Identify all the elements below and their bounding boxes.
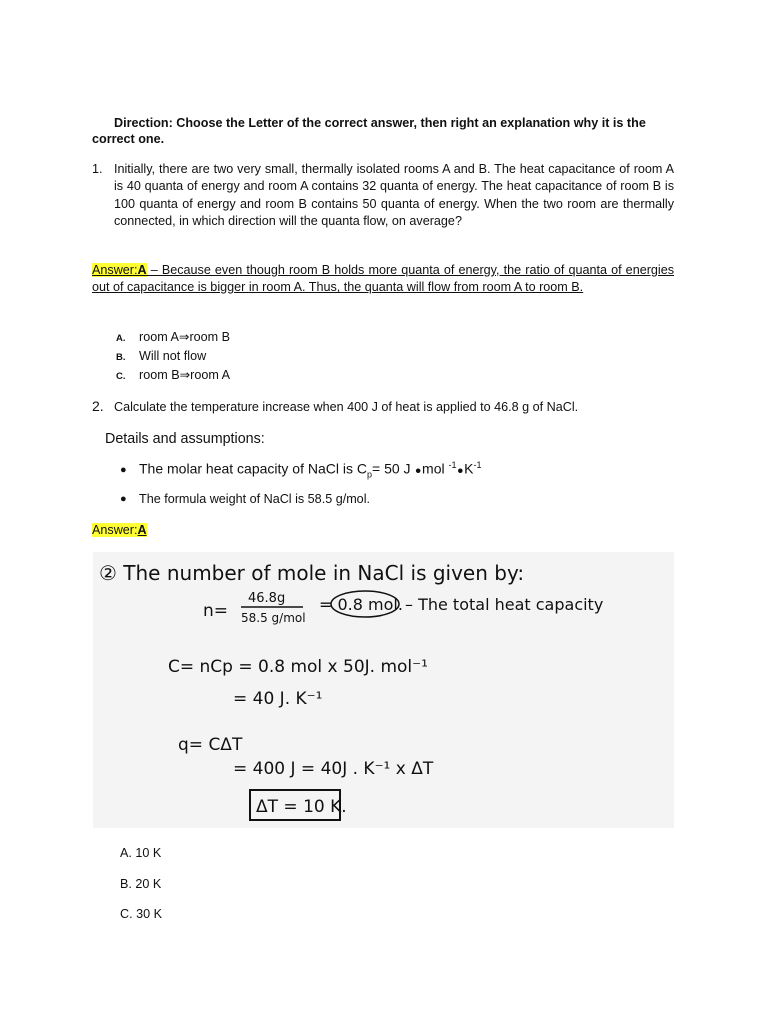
- handwritten-line: ΔT = 10 K.: [256, 797, 347, 817]
- handwritten-line: 46.8g: [248, 591, 286, 606]
- choice-b: B. 20 K: [120, 877, 162, 891]
- answer-label: Answer:: [92, 523, 138, 537]
- option-b: B. Will not flow: [116, 349, 207, 363]
- answer-label: Answer:: [92, 263, 138, 277]
- direction-text: Direction: Choose the Letter of the correct answer, then right an explanation why it is the correct one.: [92, 116, 646, 146]
- question-2: [92, 398, 578, 416]
- handwritten-line: q= CΔT: [178, 735, 243, 755]
- handwritten-solution: [93, 552, 674, 828]
- handwritten-line: ② The number of mole in NaCl is given by:: [99, 561, 525, 585]
- question-text: Initially, there are two very small, thermally isolated rooms A and B. The heat capacitance of room A is 40 quanta of energy and room A contains 32 quanta of energy. The heat capacitance of room B is 100 quanta of energy and room B contains 50 quanta of energy. When the two room are thermally connected, in which direction will the quanta flow, on average?: [114, 162, 674, 228]
- handwritten-line: = 40 J. K⁻¹: [233, 689, 323, 709]
- answer-1: [92, 262, 674, 297]
- handwritten-solution-drawing: [93, 552, 674, 828]
- question-1-options: [116, 328, 230, 385]
- details-heading: Details and assumptions:: [105, 431, 265, 447]
- handwritten-line: = 400 J = 40J . K⁻¹ x ΔT: [233, 759, 434, 779]
- handwritten-line: = 0.8 mol.: [319, 595, 403, 614]
- bullet-item: ● The formula weight of NaCl is 58.5 g/mol.: [120, 492, 370, 506]
- answer-letter: A: [137, 523, 147, 537]
- question-number: 1.: [92, 162, 103, 176]
- handwritten-line: n=: [203, 601, 229, 621]
- choice-c: C. 30 K: [120, 907, 162, 921]
- question-number: 2.: [92, 398, 104, 414]
- answer-explanation: – Because even though room B holds more quanta of energy, the ratio of quanta of energies out of capacitance is bigger in room A. Thus, the quanta will flow from room A to room B.: [92, 263, 674, 295]
- handwritten-line: 58.5 g/mol: [241, 611, 306, 625]
- bullet-item: ● The molar heat capacity of NaCl is $C_p= 50$ J •mol $^{-1}•K^{-1}$: [120, 460, 482, 480]
- answer-2: [92, 522, 147, 539]
- answer-letter: A: [137, 263, 147, 277]
- question-1: [92, 161, 674, 230]
- handwritten-line: C= nCp = 0.8 mol x 50J. mol⁻¹: [168, 657, 428, 677]
- option-c: C. room B⇒room A: [116, 368, 231, 382]
- handwritten-line: – The total heat capacity: [405, 595, 604, 614]
- option-a: A. room A⇒room B: [116, 330, 231, 344]
- question-text: Calculate the temperature increase when 400 J of heat is applied to 46.8 g of NaCl.: [114, 400, 579, 414]
- choice-a: A. 10 K: [120, 846, 162, 860]
